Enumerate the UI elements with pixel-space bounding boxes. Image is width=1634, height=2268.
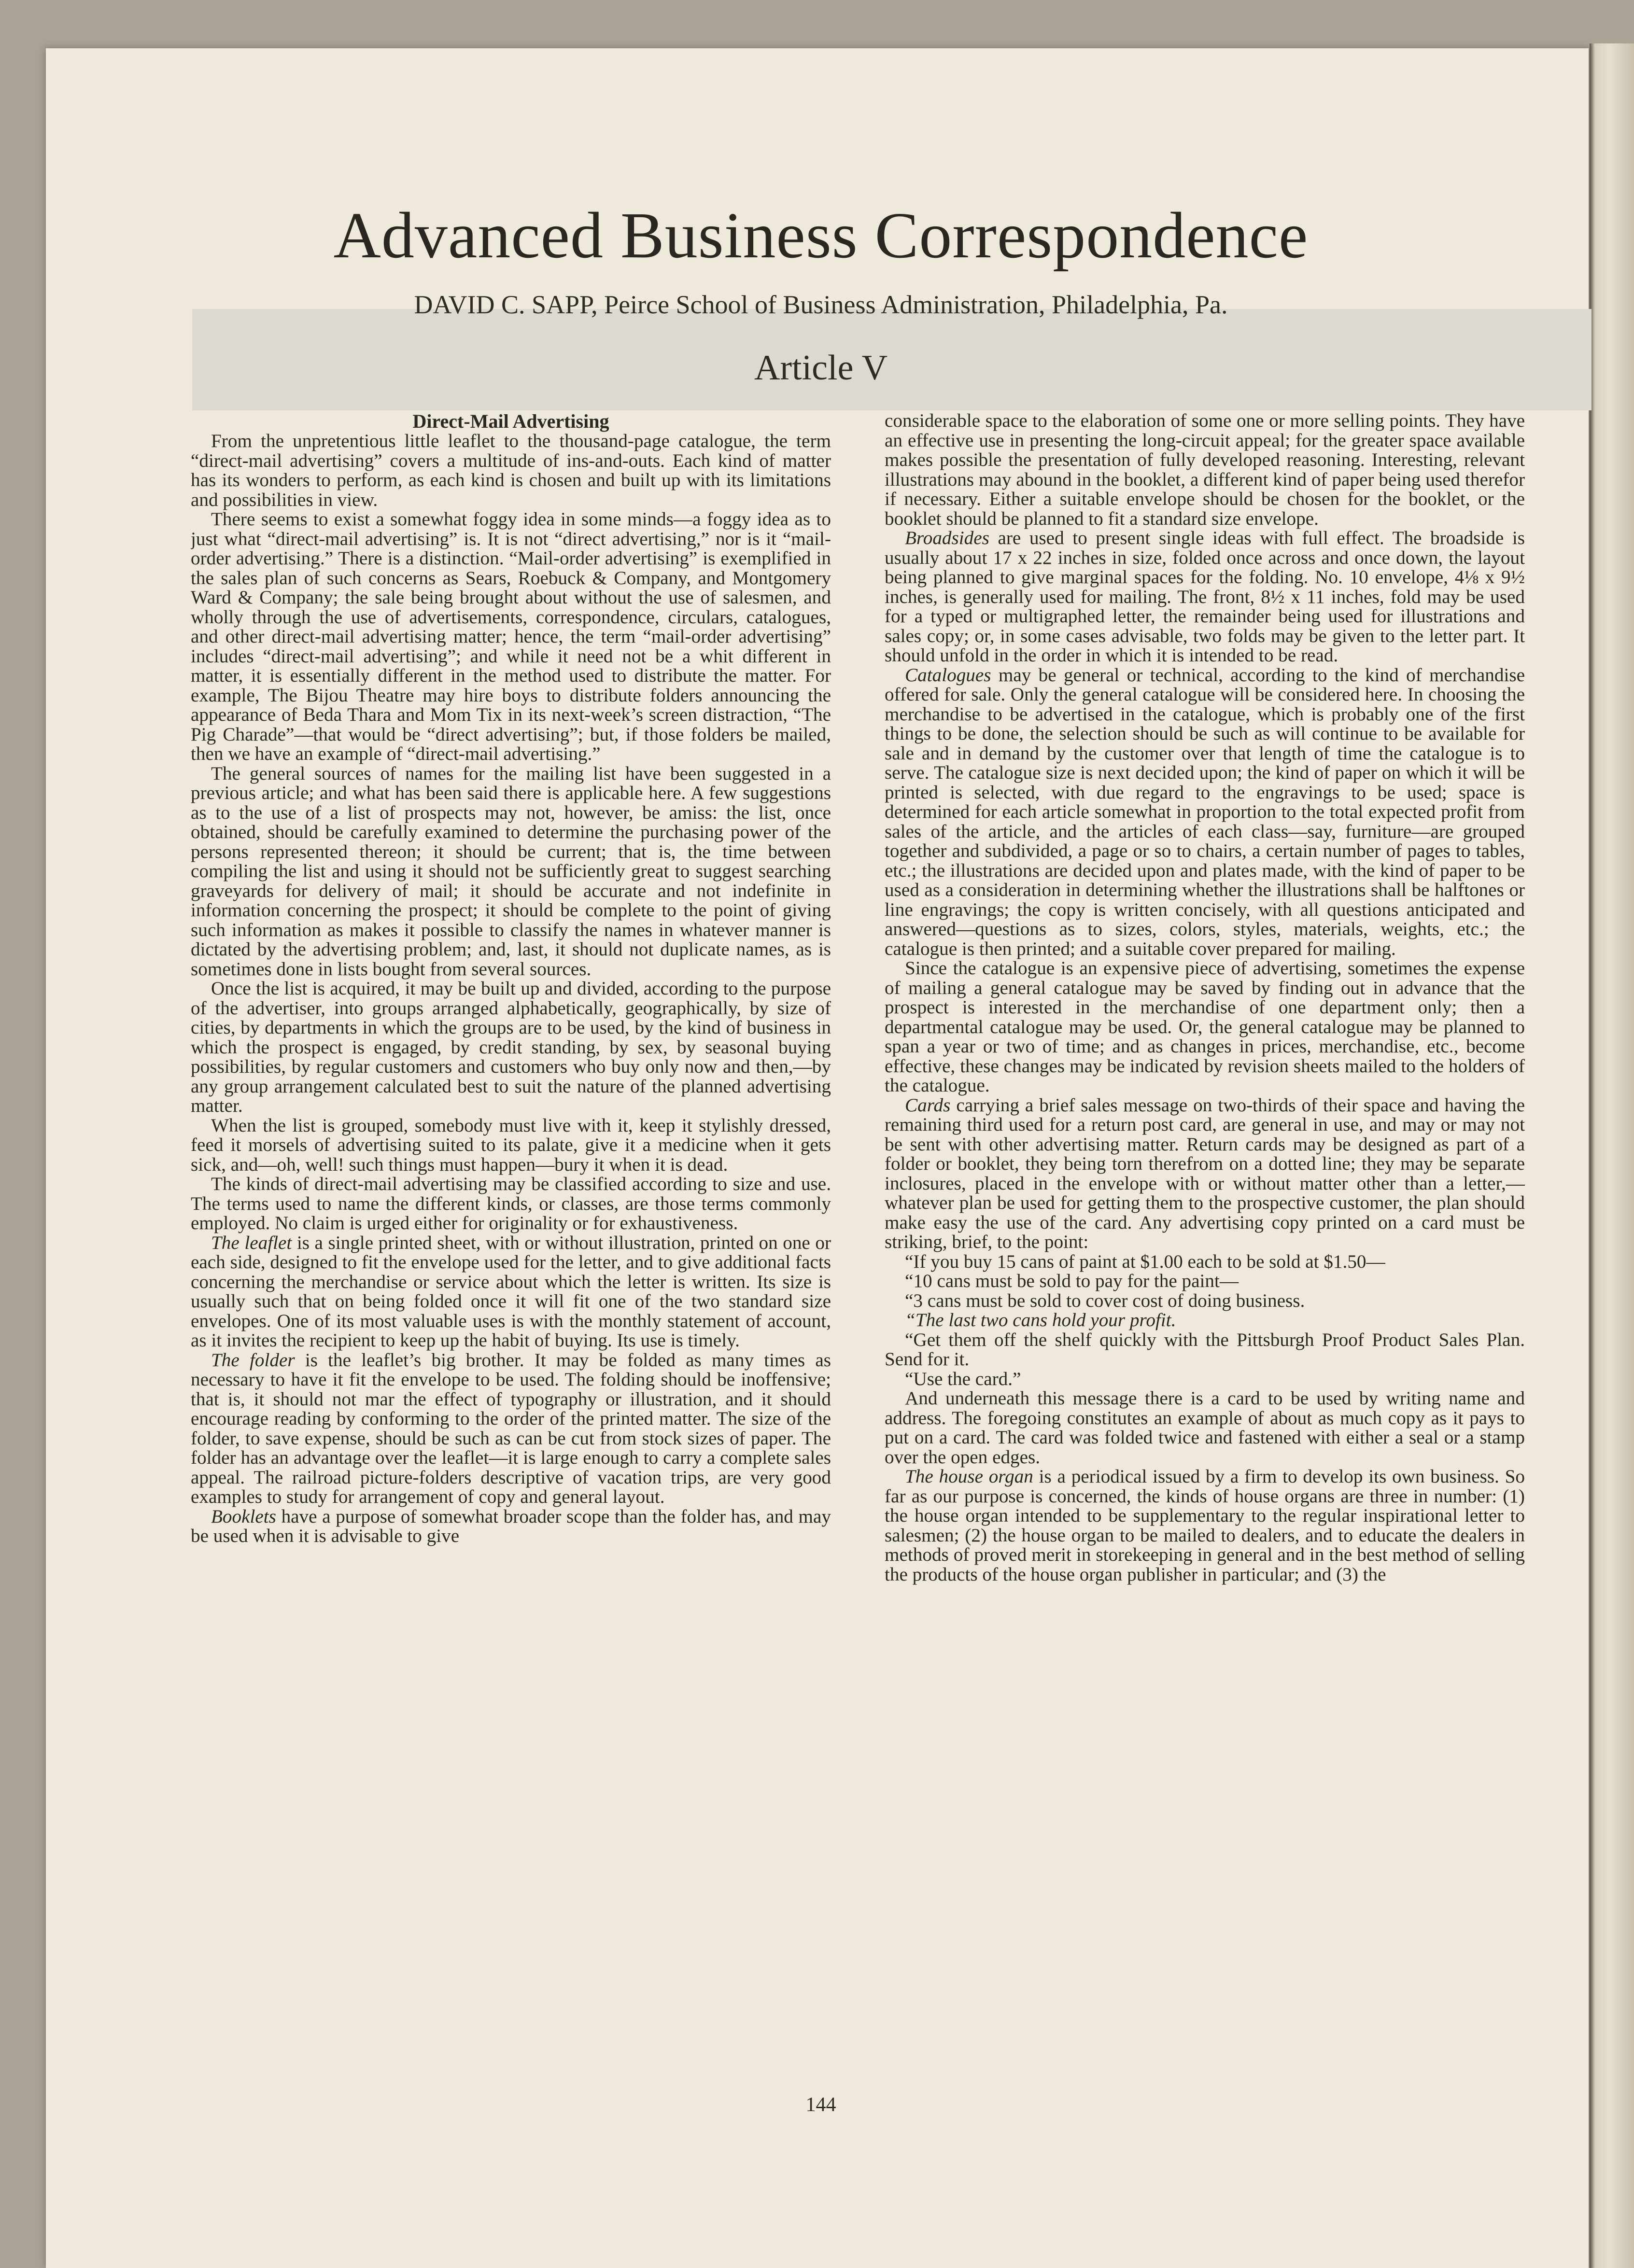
quote-line: “Get them off the shelf quickly with the Pittsburgh Proof Product Sales Plan. Send for it. [885, 1329, 1525, 1370]
paragraph [885, 1467, 1525, 1584]
quote-line: “The last two cans hold your profit. [905, 1310, 1176, 1330]
paragraph [885, 666, 1525, 959]
paragraph: Since the catalogue is an expensive piece of advertising, sometimes the expense of mailing a general catalogue may be saved by finding out in advance that the prospect is interested in the merchandise of one department only; then a departmental catalogue may be used. Or, the general catalogue may be planned to span a year or two of time; and as changes in prices, merchandise, etc., become effective, these changes may be indicated by revision sheets mailed to the holders of the catalogue. [885, 958, 1525, 1096]
paragraph [191, 1233, 831, 1351]
paragraph [191, 1351, 831, 1507]
left-column [191, 411, 831, 2082]
paragraph-text: have a purpose of somewhat broader scope than the folder has, and may be used when it is advisable to give [191, 1506, 831, 1546]
page-title: Advanced Business Correspondence [333, 199, 1309, 272]
term-booklets: Booklets [211, 1506, 276, 1527]
paragraph-text: carrying a brief sales message on two-thirds of their space and having the remaining third used for a return post card, are general in use, and may or may not be sent with other advertising matter. Return cards may be designed as part of a folder or booklet, they being torn therefrom on a dotted line; they may be separate inclosures, placed in the envelope with or without matter other than a letter,—whatever plan be used for getting them to the prospective customer, the plan should make easy the use of the card. Any advertising copy printed on a card must be striking, brief, to the point: [885, 1094, 1525, 1252]
paragraph: considerable space to the elaboration of some one or more selling points. They have an effective use in presenting the long-circuit appeal; for the greater space available makes possible the presentation of fully developed reasoning. Interesting, relevant illustrations may abound in the booklet, a different kind of paper being used therefor if necessary. Either a suitable envelope should be chosen for the booklet, or the booklet should be planned to fit a standard size envelope. [885, 411, 1525, 529]
paragraph-text: are used to present single ideas with full effect. The broadside is usually about 17 x 22 inches in size, folded once across and once down, the layout being planned to give marginal spaces for the folding. No. 10 envelope, 4⅛ x 9½ inches, is generally used for mailing. The front, 8½ x 11 inches, fold may be used for a typed or multigraphed letter, the remainder being used for illustrations and sales copy; or, in some cases advisable, two folds may be given to the letter part. It should unfold in the order in which it is intended to be read. [885, 528, 1525, 666]
quote-line: “If you buy 15 cans of paint at $1.00 each to be sold at $1.50— [905, 1251, 1385, 1272]
article-number: Article V [754, 348, 888, 388]
paragraph: The kinds of direct-mail advertising may be classified according to size and use. The terms used to name the different kinds, or classes, are those terms commonly employed. No claim is urged either for originality or for exhaustiveness. [191, 1174, 831, 1233]
right-column [885, 411, 1525, 2082]
quote-line: “10 cans must be sold to pay for the paint— [905, 1271, 1239, 1291]
quote-line: “3 cans must be sold to cover cost of doing business. [905, 1290, 1305, 1311]
paragraph-text: may be general or technical, according to the kind of merchandise offered for sale. Only the general catalogue will be considered here. In choosing the merchandise to be advertised in the catalogue, which is probably one of the first things to be done, the selection should be such as will continue to be available for sale and in demand by the customer over that length of time the catalogue is to serve. The catalogue size is next decided upon; the kind of paper on which it will be printed is selected, with due regard to the engravings to be used; space is determined for each article somewhat in proportion to the total expected profit from sales of the article, and the articles of each class—say, furniture—are grouped together and subdivided, a page or so to chairs, a certain number of pages to tables, etc.; the illustrations are decided upon and plates made, with the kind of paper to be used as a consideration in determining whether the illustrations shall be halftones or line engravings; the copy is written concisely, with all questions anticipated and answered—questions as to sizes, colors, styles, materials, weights, etc.; the catalogue is then printed; and a suitable cover prepared for mailing. [885, 664, 1525, 959]
paragraph [885, 1096, 1525, 1252]
term-catalogues: Catalogues [905, 664, 991, 686]
paragraph: From the unpretentious little leaflet to the thousand-page catalogue, the term “direct-mail advertising” covers a multitude of ins-and-outs. Each kind of matter has its wonders to perform, as each kind is chosen and built up with its limitations and possibilities in view. [191, 431, 831, 510]
book-spine [1590, 43, 1634, 2268]
paragraph-text: is a single printed sheet, with or without illustration, printed on one or each side, designed to fit the envelope used for the letter, and to give additional facts concerning the merchandise or service about which the letter is written. Its size is usually such that on being folded once it will fit one of the two standard size envelopes. One of its most valuable uses is with the monthly statement of account, as it invites the recipient to keep up the habit of buying. Its use is timely. [191, 1232, 831, 1351]
term-cards: Cards [905, 1094, 951, 1116]
paragraph: When the list is grouped, somebody must live with it, keep it stylishly dressed, feed it morsels of advertising suited to its palate, give it a medicine when it gets sick, and—oh, well! such things must happen—bury it when it is dead. [191, 1115, 831, 1175]
paragraph: The general sources of names for the mailing list have been suggested in a previous article; and what has been said there is applicable here. A few suggestions as to the use of a list of prospects may not, however, be amiss: the list, once obtained, should be carefully examined to determine the purchasing power of the persons represented thereon; it should be current; that is, the time between compiling the list and using it should not be sufficiently great to suggest searching graveyards for delivery of mail; it should be accurate and not indefinite in information concerning the prospect; it should be complete to the point of giving such information as makes it possible to classify the names in whatever manner is dictated by the advertising problem; and, last, it should not duplicate names, as is sometimes done in lists bought from several sources. [191, 763, 831, 980]
page-number: 144 [805, 2094, 836, 2116]
term-broadsides: Broadsides [905, 528, 989, 548]
term-leaflet: The leaflet [211, 1232, 292, 1253]
author-byline: DAVID C. SAPP, Peirce School of Business Administration, Philadelphia, Pa. [414, 290, 1228, 319]
term-folder: The folder [211, 1349, 295, 1371]
section-heading: Direct-Mail Advertising [412, 411, 609, 432]
paragraph [885, 529, 1525, 666]
paragraph: And underneath this message there is a card to be used by writing name and address. The foregoing constitutes an example of about as much copy as it pays to put on a card. The card was folded twice and fastened with either a seal or a stamp over the open edges. [885, 1388, 1525, 1468]
paragraph: Once the list is acquired, it may be built up and divided, according to the purpose of the advertiser, into groups arranged alphabetically, geographically, by size of cities, by departments in which the groups are to be used, by the kind of business in which the prospect is engaged, by credit standing, by sex, by seasonal buying possibilities, by regular customers and customers who buy only now and then,—by any group arrangement calculated best to suit the nature of the planned advertising matter. [191, 978, 831, 1116]
paragraph: There seems to exist a somewhat foggy idea in some minds—a foggy idea as to just what “direct-mail advertising” is. It is not “direct advertising,” nor is it “mail-order advertising.” There is a distinction. “Mail-order advertising” is exemplified in the sales plan of such concerns as Sears, Roebuck & Company, and Montgomery Ward & Company; the sale being brought about without the use of salesmen, and wholly through the use of advertisements, correspondence, circulars, catalogues, and other direct-mail advertising matter; hence, the term “mail-order advertising” includes “direct-mail advertising”; and while it need not be a whit different in matter, it is essentially different in the method used to distribute the matter. For example, The Bijou Theatre may hire boys to distribute folders announcing the appearance of Beda Thara and Mom Tix in its next-week’s screen distraction, “The Pig Charade”—that would be “direct advertising”; but, if those folders be mailed, then we have an example of “direct-mail advertising.” [191, 509, 831, 764]
term-house-organ: The house organ [905, 1466, 1033, 1487]
paragraph-text: is the leaflet’s big brother. It may be folded as many times as necessary to have it fit the envelope to be used. The folding should be inoffensive; that is, it should not mar the effect of typography or illustration, and it should encourage reading by conforming to the order of the printed matter. The size of the folder, to save expense, should be such as can be cut from stock sizes of paper. The folder has an advantage over the leaflet—it is large enough to carry a complete sales appeal. The railroad picture-folders descriptive of vacation trips, are very good examples to study for arrangement of copy and general layout. [191, 1349, 831, 1507]
paragraph [191, 1507, 831, 1546]
quote-line: “Use the card.” [905, 1368, 1021, 1389]
paragraph-text: is a periodical issued by a firm to develop its own business. So far as our purpose is concerned, the kinds of house organs are three in number: (1) the house organ intended to be supplementary to the regular inspirational letter to salesmen; (2) the house organ to be mailed to dealers, and to educate the dealers in methods of proved merit in storekeeping in general and in the best method of selling the products of the house organ publisher in particular; and (3) the [885, 1466, 1525, 1585]
